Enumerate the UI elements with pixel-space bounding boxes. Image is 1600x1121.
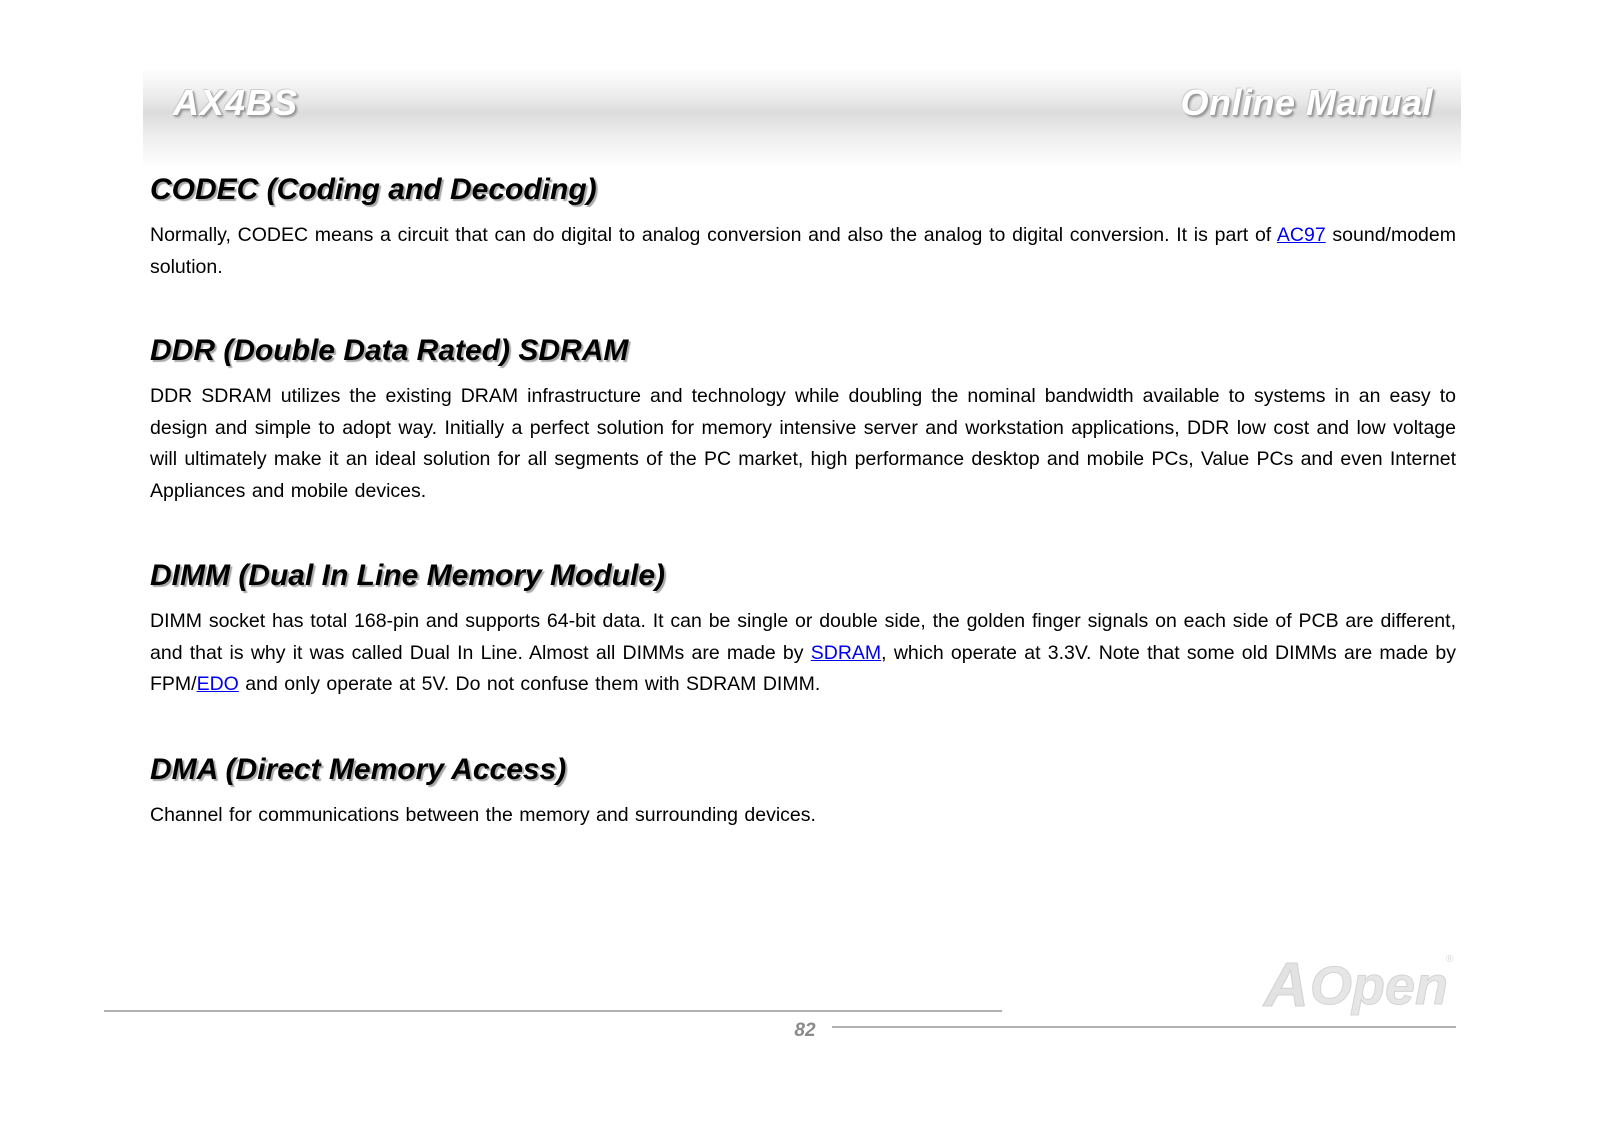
registered-mark: ® (1446, 954, 1454, 965)
header-banner (143, 68, 1461, 168)
sdram-link[interactable]: SDRAM (810, 641, 882, 664)
body-text: Normally, CODEC means a circuit that can do digital to analog conversion and also the analog to digital conversion. It is part of (150, 224, 1277, 246)
section-codec (150, 170, 1456, 283)
page-number: 82 (794, 1020, 816, 1041)
section-body (150, 220, 1456, 283)
product-name: AX4BS (173, 82, 299, 123)
ac97-link[interactable]: AC97 (1276, 224, 1326, 246)
edo-link[interactable]: EDO (196, 673, 239, 695)
logo-letter-a: A (1264, 951, 1309, 1018)
body-text: , which operate at 3.3V. Note that some old DIMMs are made by FPM/ (150, 641, 1456, 695)
logo-text-open: Open (1310, 956, 1449, 1016)
footer-rule-left (104, 1010, 1002, 1012)
section-title: DIMM (Dual In Line Memory Module) (150, 559, 665, 592)
section-title: CODEC (Coding and Decoding) (150, 173, 597, 206)
section-title: DDR (Double Data Rated) SDRAM (150, 334, 629, 367)
section-title: DMA (Direct Memory Access) (150, 753, 567, 786)
manual-title: Online Manual (1180, 82, 1433, 123)
body-text: DIMM socket has total 168-pin and supports 64-bit data. It can be single or double side, the golden finger signals on each side of PCB are different, and that is why it was called Dual In Line. Almost all DIMMs are made by (150, 610, 1456, 664)
aopen-logo (1260, 948, 1460, 1018)
section-body: DDR SDRAM utilizes the existing DRAM infrastructure and technology while doubling the nominal bandwidth available to systems in an easy to design and simple to adopt way. Initially a perfect solution for memory intensive server and workstation applications, DDR low cost and low voltage will ultimately make it an ideal solution for all segments of the PC market, high performance desktop and mobile PCs, Value PCs and even Internet Appliances and mobile devices. (150, 385, 1456, 502)
body-text: and only operate at 5V. Do not confuse them with SDRAM DIMM. (238, 673, 821, 695)
section-body: Channel for communications between the memory and surrounding devices. (150, 804, 816, 826)
body-text: sound/modem solution. (150, 224, 1456, 278)
section-dimm (150, 556, 1456, 701)
section-dma (150, 750, 1456, 832)
footer-rule-right (832, 1026, 1456, 1028)
section-body (150, 606, 1456, 701)
section-ddr-sdram (150, 331, 1456, 507)
